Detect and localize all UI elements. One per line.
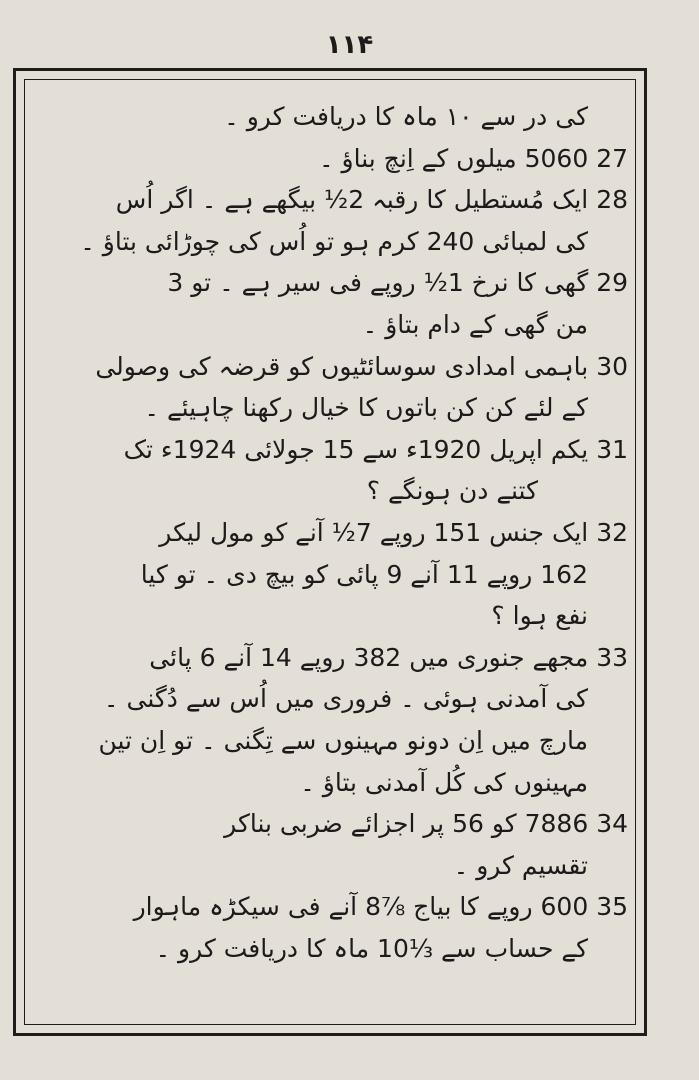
text-line: مہینوں کی کُل آمدنی بتاؤ ۔ — [300, 767, 588, 797]
text-line: نفع ہوا ؟ — [491, 601, 588, 631]
text-line: 32 ایک جنس 151 روپے 7½ آنے کو مول لیکر — [159, 517, 628, 547]
text-line: کے لئے کن کن باتوں کا خیال رکھنا چاہیئے ۔ — [144, 393, 588, 423]
text-line: کتنے دن ہونگے ؟ — [366, 476, 538, 506]
text-line: مارچ میں اِن دونو مہینوں سے تِگنی ۔ تو اِن تین — [98, 725, 588, 755]
text-line: 28 ایک مُستطیل کا رقبہ 2½ بیگھے ہے ۔ اگر اُس — [115, 185, 628, 215]
text-line: کی در سے ۱۰ ماہ کا دریافت کرو ۔ — [224, 102, 588, 131]
text-line: تقسیم کرو ۔ — [453, 850, 588, 880]
text-line: 162 روپے 11 آنے 9 پائی کو بیچ دی ۔ تو کیا — [140, 559, 588, 589]
text-line: کی آمدنی ہوئی ۔ فروری میں اُس سے دُگنی ۔ — [103, 684, 588, 714]
text-line: من گھی کے دام بتاؤ ۔ — [362, 309, 588, 339]
problem-list — [36, 96, 628, 969]
text-line: 34 7886 کو 56 پر اجزائے ضربی بناکر — [224, 809, 628, 839]
page-number: ۱۱۴ — [325, 30, 374, 60]
text-line: کی لمبائی 240 کرم ہو تو اُس کی چوڑائی بتاؤ ۔ — [80, 226, 588, 256]
text-line: 35 600 روپے کا بیاج ⅞8 آنے فی سیکڑہ ماہوار — [133, 892, 628, 922]
text-line: 27 5060 میلوں کے اِنچ بناؤ ۔ — [318, 143, 628, 173]
text-line: 31 یکم اپریل 1920ء سے 15 جولائی 1924ء تک — [123, 434, 628, 464]
text-line: 33 مجھے جنوری میں 382 روپے 14 آنے 6 پائی — [149, 642, 628, 672]
text-line: 30 باہمی امدادی سوسائٹیوں کو قرضہ کی وصولی — [95, 351, 628, 381]
text-line: 29 گھی کا نرخ 1½ روپے فی سیر ہے ۔ تو 3 — [167, 268, 628, 298]
text-line: کے حساب سے ⅓10 ماہ کا دریافت کرو ۔ — [155, 933, 588, 963]
